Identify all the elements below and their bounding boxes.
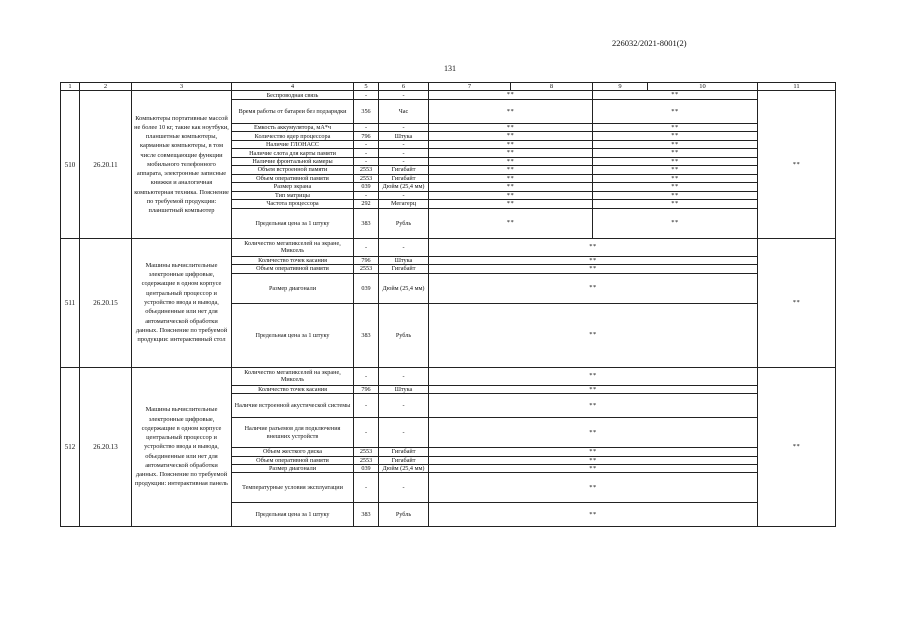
characteristic-name: Объем жесткого диска [232,448,354,456]
unit-name: Гигабайт [379,174,429,182]
value-cell: ** [429,183,593,191]
okei-code: - [354,473,379,503]
value-cell: ** [429,200,593,208]
unit-name: - [379,140,429,148]
characteristic-name: Предельная цена за 1 штуку [232,303,354,367]
value-cell: ** [429,208,593,238]
column-header: 10 [648,83,758,91]
value-cell: ** [429,238,758,256]
okpd-code: 26.20.11 [80,91,132,238]
table-row [61,367,836,385]
value-cell: ** [429,265,758,273]
okei-code: 796 [354,132,379,140]
okei-code: 039 [354,464,379,472]
table-row [61,238,836,256]
value-cell: ** [429,140,593,148]
unit-name: - [379,149,429,157]
value-cell: ** [429,123,593,131]
okei-code: 383 [354,503,379,527]
value-cell: ** [429,394,758,418]
okei-code: 383 [354,303,379,367]
characteristic-name: Наличие слота для карты памяти [232,149,354,157]
value-cell: ** [429,464,758,472]
okei-code: - [354,157,379,165]
okei-code: 2553 [354,456,379,464]
column-header: 4 [232,83,354,91]
product-name: Компьютеры портативные массой не более 10 кг, такие как ноутбуки, планшетные компьютеры, карманные компьютеры, в том числе совмещающие функции мобильного телефонного аппарата, электронные записные книжки и аналогичная компьютерная техника. Пояснение по требуемой продукции: планшетный компьютер [132,91,232,238]
value-cell: ** [429,385,758,393]
characteristic-name: Размер диагонали [232,464,354,472]
okei-code: 039 [354,273,379,303]
product-name: Машины вычислительные электронные цифровые, содержащие в одном корпусе центральный процессор и устройство ввода и вывода, объединенные или нет для автоматической обработки данных. Пояснение по требуемой продукции: интерактивный стол [132,238,232,367]
unit-name: Дюйм (25,4 мм) [379,273,429,303]
value-cell: ** [429,303,758,367]
okei-code: - [354,91,379,99]
okei-code: - [354,191,379,199]
characteristic-name: Время работы от батареи без подзарядки [232,99,354,123]
unit-name: - [379,367,429,385]
okei-code: - [354,394,379,418]
okei-code: 039 [354,183,379,191]
unit-name: Час [379,99,429,123]
unit-name: Мегагерц [379,200,429,208]
okpd-code: 26.20.15 [80,238,132,367]
column-header-row [61,83,836,91]
unit-name: Штука [379,385,429,393]
characteristic-name: Наличие встроенной акустической системы [232,394,354,418]
value-cell: ** [429,157,593,165]
col11-value: ** [758,238,836,367]
unit-name: - [379,191,429,199]
characteristic-name: Размер диагонали [232,273,354,303]
value-cell: ** [429,473,758,503]
value-cell: ** [429,191,593,199]
unit-name: Гигабайт [379,448,429,456]
value-cell: ** [593,174,758,182]
unit-name: - [379,394,429,418]
requirements-table [60,82,836,527]
okei-code: - [354,418,379,448]
value-cell: ** [429,132,593,140]
value-cell: ** [429,166,593,174]
okei-code: 2553 [354,166,379,174]
value-cell: ** [429,99,593,123]
characteristic-name: Наличие разъемов для подключения внешних устройств [232,418,354,448]
characteristic-name: Количество мегапикселей на экране, Миксель [232,238,354,256]
value-cell: ** [593,200,758,208]
characteristic-name: Тип матрицы [232,191,354,199]
unit-name: Гигабайт [379,265,429,273]
value-cell: ** [593,183,758,191]
unit-name: Рубль [379,303,429,367]
table-row [61,91,836,99]
unit-name: Дюйм (25,4 мм) [379,183,429,191]
okei-code: - [354,238,379,256]
value-cell: ** [593,123,758,131]
okei-code: - [354,367,379,385]
document-number: 226032/2021-8001(2) [612,38,687,48]
value-cell: ** [429,256,758,264]
okei-code: - [354,140,379,148]
value-cell: ** [593,166,758,174]
characteristic-name: Количество мегапикселей на экране, Миксель [232,367,354,385]
column-header: 2 [80,83,132,91]
unit-name: Дюйм (25,4 мм) [379,464,429,472]
column-header: 3 [132,83,232,91]
unit-name: Рубль [379,208,429,238]
okei-code: 796 [354,256,379,264]
col11-value: ** [758,367,836,527]
value-cell: ** [429,418,758,448]
okei-code: 356 [354,99,379,123]
unit-name: - [379,91,429,99]
okei-code: 2553 [354,174,379,182]
product-name: Машины вычислительные электронные цифровые, содержащие в одном корпусе центральный процессор и устройство ввода и вывода, объединенные или нет для автоматической обработки данных. Пояснение по требуемой продукции: интерактивная панель [132,367,232,527]
page-number: 131 [444,64,456,73]
value-cell: ** [593,149,758,157]
unit-name: Гигабайт [379,456,429,464]
characteristic-name: Объем оперативной памяти [232,456,354,464]
column-header: 6 [379,83,429,91]
characteristic-name: Наличие фронтальной камеры [232,157,354,165]
unit-name: Штука [379,256,429,264]
okei-code: 796 [354,385,379,393]
unit-name: - [379,418,429,448]
value-cell: ** [429,456,758,464]
characteristic-name: Размер экрана [232,183,354,191]
characteristic-name: Наличие ГЛОНАСС [232,140,354,148]
value-cell: ** [429,91,593,99]
unit-name: Штука [379,132,429,140]
column-header: 5 [354,83,379,91]
characteristic-name: Частота процессора [232,200,354,208]
value-cell: ** [429,149,593,157]
row-number: 510 [61,91,80,238]
column-header: 9 [593,83,648,91]
unit-name: Гигабайт [379,166,429,174]
unit-name: - [379,157,429,165]
value-cell: ** [593,91,758,99]
value-cell: ** [593,99,758,123]
characteristic-name: Беспроводная связь [232,91,354,99]
value-cell: ** [593,157,758,165]
unit-name: - [379,123,429,131]
unit-name: Рубль [379,503,429,527]
value-cell: ** [429,367,758,385]
value-cell: ** [429,448,758,456]
unit-name: - [379,473,429,503]
characteristic-name: Количество точек касания [232,385,354,393]
characteristic-name: Объем оперативной памяти [232,265,354,273]
column-header: 8 [511,83,593,91]
value-cell: ** [593,191,758,199]
characteristic-name: Предельная цена за 1 штуку [232,503,354,527]
characteristic-name: Количество ядер процессора [232,132,354,140]
okei-code: 292 [354,200,379,208]
value-cell: ** [429,503,758,527]
row-number: 512 [61,367,80,527]
okei-code: 2553 [354,265,379,273]
value-cell: ** [429,174,593,182]
okei-code: 383 [354,208,379,238]
row-number: 511 [61,238,80,367]
characteristic-name: Предельная цена за 1 штуку [232,208,354,238]
characteristic-name: Объем встроенной памяти [232,166,354,174]
okei-code: - [354,149,379,157]
col11-value: ** [758,91,836,238]
column-header: 11 [758,83,836,91]
value-cell: ** [593,132,758,140]
unit-name: - [379,238,429,256]
characteristic-name: Температурные условия эксплуатации [232,473,354,503]
value-cell: ** [593,140,758,148]
okpd-code: 26.20.13 [80,367,132,527]
okei-code: - [354,123,379,131]
okei-code: 2553 [354,448,379,456]
characteristic-name: Емкость аккумулятора, мА*ч [232,123,354,131]
characteristic-name: Объем оперативной памяти [232,174,354,182]
column-header: 1 [61,83,80,91]
characteristic-name: Количество точек касания [232,256,354,264]
column-header: 7 [429,83,511,91]
value-cell: ** [593,208,758,238]
value-cell: ** [429,273,758,303]
